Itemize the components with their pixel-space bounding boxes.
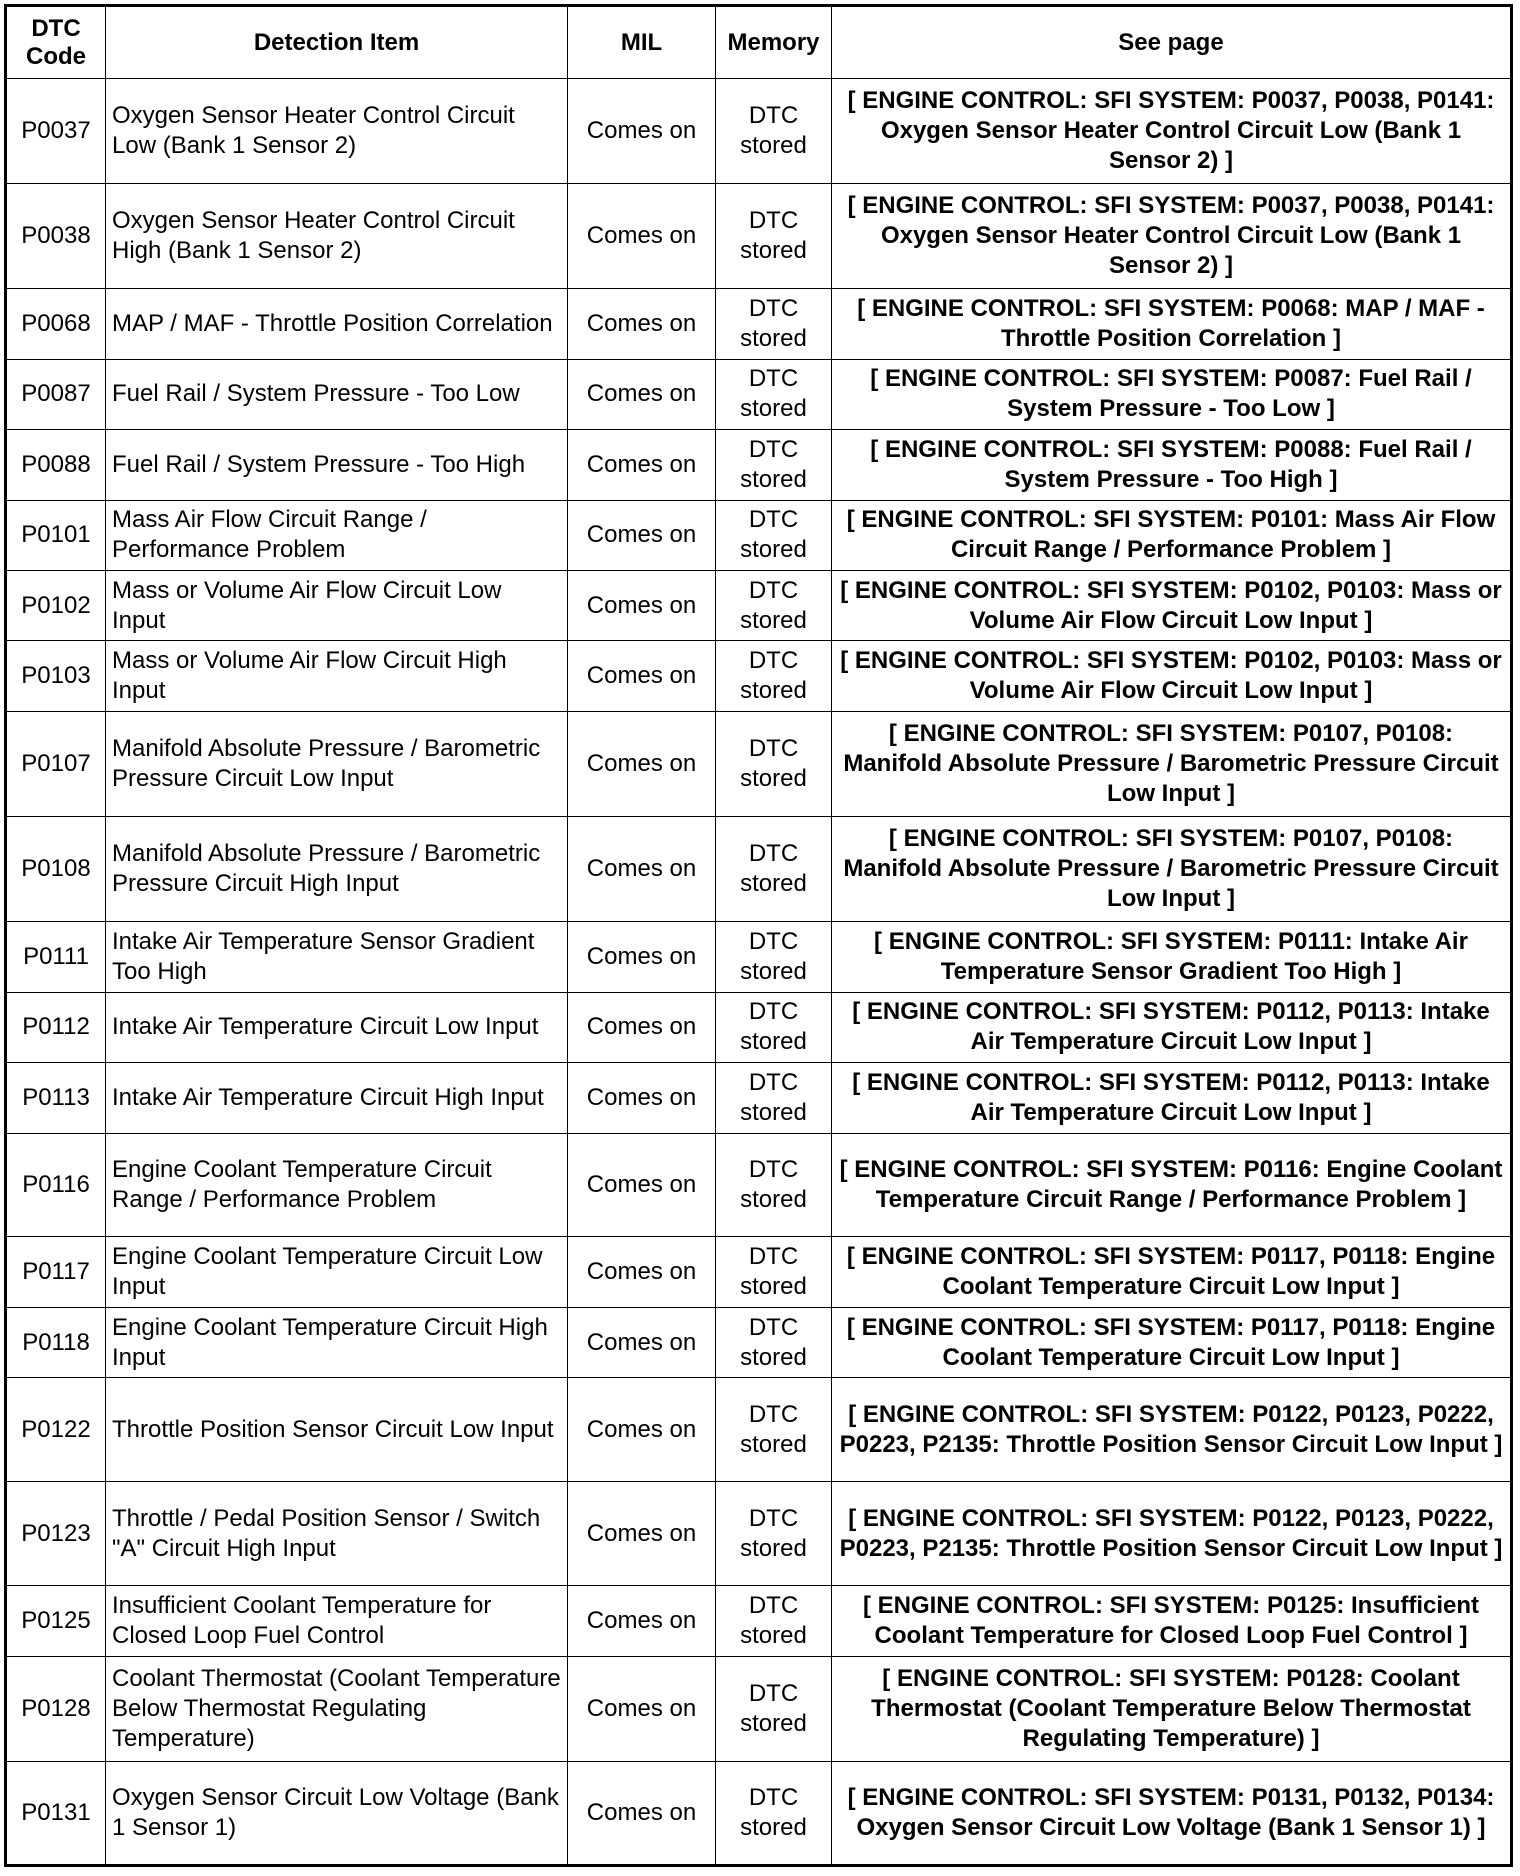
detection-item-cell: Engine Coolant Temperature Circuit High Input <box>106 1307 568 1377</box>
memory-cell: DTC stored <box>716 1378 832 1482</box>
see-page-cell: [ ENGINE CONTROL: SFI SYSTEM: P0087: Fuel Rail / System Pressure - Too Low ] <box>832 359 1512 429</box>
mil-cell: Comes on <box>568 289 716 359</box>
table-row <box>6 1133 1512 1237</box>
dtc-code-cell: P0108 <box>6 817 106 922</box>
dtc-code-cell: P0103 <box>6 641 106 711</box>
memory-cell: DTC stored <box>716 1063 832 1133</box>
mil-cell: Comes on <box>568 79 716 184</box>
table-row <box>6 184 1512 289</box>
see-page-cell: [ ENGINE CONTROL: SFI SYSTEM: P0128: Coolant Thermostat (Coolant Temperature Below Thermostat Regulating Temperature) ] <box>832 1656 1512 1761</box>
detection-item-cell: Insufficient Coolant Temperature for Closed Loop Fuel Control <box>106 1586 568 1656</box>
dtc-code-cell: P0131 <box>6 1761 106 1865</box>
detection-item-cell: Manifold Absolute Pressure / Barometric Pressure Circuit High Input <box>106 817 568 922</box>
mil-cell: Comes on <box>568 500 716 570</box>
memory-cell: DTC stored <box>716 289 832 359</box>
memory-cell: DTC stored <box>716 79 832 184</box>
header-detection-item: Detection Item <box>106 6 568 79</box>
see-page-cell: [ ENGINE CONTROL: SFI SYSTEM: P0116: Engine Coolant Temperature Circuit Range / Performance Problem ] <box>832 1133 1512 1237</box>
memory-cell: DTC stored <box>716 184 832 289</box>
mil-cell: Comes on <box>568 1133 716 1237</box>
table-row <box>6 289 1512 359</box>
mil-cell: Comes on <box>568 430 716 500</box>
table-row <box>6 1482 1512 1586</box>
see-page-cell: [ ENGINE CONTROL: SFI SYSTEM: P0037, P0038, P0141: Oxygen Sensor Heater Control Circuit Low (Bank 1 Sensor 2) ] <box>832 79 1512 184</box>
detection-item-cell: Mass Air Flow Circuit Range / Performance Problem <box>106 500 568 570</box>
dtc-code-cell: P0128 <box>6 1656 106 1761</box>
dtc-code-cell: P0125 <box>6 1586 106 1656</box>
memory-cell: DTC stored <box>716 922 832 992</box>
memory-cell: DTC stored <box>716 1237 832 1307</box>
mil-cell: Comes on <box>568 641 716 711</box>
see-page-cell: [ ENGINE CONTROL: SFI SYSTEM: P0122, P0123, P0222, P0223, P2135: Throttle Position Sensor Circuit Low Input ] <box>832 1378 1512 1482</box>
see-page-cell: [ ENGINE CONTROL: SFI SYSTEM: P0112, P0113: Intake Air Temperature Circuit Low Input ] <box>832 992 1512 1062</box>
detection-item-cell: Intake Air Temperature Sensor Gradient Too High <box>106 922 568 992</box>
mil-cell: Comes on <box>568 1237 716 1307</box>
detection-item-cell: Oxygen Sensor Heater Control Circuit Low (Bank 1 Sensor 2) <box>106 79 568 184</box>
detection-item-cell: Manifold Absolute Pressure / Barometric Pressure Circuit Low Input <box>106 711 568 816</box>
mil-cell: Comes on <box>568 1482 716 1586</box>
dtc-code-cell: P0117 <box>6 1237 106 1307</box>
header-dtc-code: DTC Code <box>6 6 106 79</box>
dtc-code-cell: P0111 <box>6 922 106 992</box>
dtc-code-cell: P0113 <box>6 1063 106 1133</box>
see-page-cell: [ ENGINE CONTROL: SFI SYSTEM: P0122, P0123, P0222, P0223, P2135: Throttle Position Sensor Circuit Low Input ] <box>832 1482 1512 1586</box>
mil-cell: Comes on <box>568 1656 716 1761</box>
table-row <box>6 1063 1512 1133</box>
dtc-code-cell: P0088 <box>6 430 106 500</box>
see-page-cell: [ ENGINE CONTROL: SFI SYSTEM: P0107, P0108: Manifold Absolute Pressure / Barometric Pressure Circuit Low Input ] <box>832 817 1512 922</box>
memory-cell: DTC stored <box>716 430 832 500</box>
see-page-cell: [ ENGINE CONTROL: SFI SYSTEM: P0068: MAP / MAF - Throttle Position Correlation ] <box>832 289 1512 359</box>
mil-cell: Comes on <box>568 571 716 641</box>
table-row <box>6 711 1512 816</box>
table-row <box>6 79 1512 184</box>
memory-cell: DTC stored <box>716 500 832 570</box>
table-row <box>6 1307 1512 1377</box>
mil-cell: Comes on <box>568 817 716 922</box>
table-row <box>6 1761 1512 1865</box>
header-row <box>6 6 1512 79</box>
see-page-cell: [ ENGINE CONTROL: SFI SYSTEM: P0102, P0103: Mass or Volume Air Flow Circuit Low Input ] <box>832 571 1512 641</box>
detection-item-cell: MAP / MAF - Throttle Position Correlation <box>106 289 568 359</box>
detection-item-cell: Mass or Volume Air Flow Circuit Low Input <box>106 571 568 641</box>
detection-item-cell: Oxygen Sensor Heater Control Circuit High (Bank 1 Sensor 2) <box>106 184 568 289</box>
dtc-code-cell: P0122 <box>6 1378 106 1482</box>
detection-item-cell: Intake Air Temperature Circuit Low Input <box>106 992 568 1062</box>
memory-cell: DTC stored <box>716 1482 832 1586</box>
dtc-code-cell: P0068 <box>6 289 106 359</box>
see-page-cell: [ ENGINE CONTROL: SFI SYSTEM: P0037, P0038, P0141: Oxygen Sensor Heater Control Circuit Low (Bank 1 Sensor 2) ] <box>832 184 1512 289</box>
dtc-code-cell: P0118 <box>6 1307 106 1377</box>
dtc-code-cell: P0116 <box>6 1133 106 1237</box>
mil-cell: Comes on <box>568 1761 716 1865</box>
see-page-cell: [ ENGINE CONTROL: SFI SYSTEM: P0131, P0132, P0134: Oxygen Sensor Circuit Low Voltage (Bank 1 Sensor 1) ] <box>832 1761 1512 1865</box>
see-page-cell: [ ENGINE CONTROL: SFI SYSTEM: P0102, P0103: Mass or Volume Air Flow Circuit Low Input ] <box>832 641 1512 711</box>
memory-cell: DTC stored <box>716 817 832 922</box>
dtc-code-cell: P0087 <box>6 359 106 429</box>
table-row <box>6 1656 1512 1761</box>
mil-cell: Comes on <box>568 184 716 289</box>
detection-item-cell: Throttle / Pedal Position Sensor / Switch "A" Circuit High Input <box>106 1482 568 1586</box>
header-mil: MIL <box>568 6 716 79</box>
memory-cell: DTC stored <box>716 1656 832 1761</box>
memory-cell: DTC stored <box>716 1133 832 1237</box>
detection-item-cell: Throttle Position Sensor Circuit Low Input <box>106 1378 568 1482</box>
table-body <box>6 79 1512 1866</box>
table-row <box>6 1237 1512 1307</box>
see-page-cell: [ ENGINE CONTROL: SFI SYSTEM: P0101: Mass Air Flow Circuit Range / Performance Problem ] <box>832 500 1512 570</box>
detection-item-cell: Oxygen Sensor Circuit Low Voltage (Bank 1 Sensor 1) <box>106 1761 568 1865</box>
dtc-table <box>4 4 1513 1867</box>
detection-item-cell: Mass or Volume Air Flow Circuit High Input <box>106 641 568 711</box>
memory-cell: DTC stored <box>716 571 832 641</box>
table-row <box>6 571 1512 641</box>
mil-cell: Comes on <box>568 1307 716 1377</box>
dtc-code-cell: P0123 <box>6 1482 106 1586</box>
dtc-code-cell: P0037 <box>6 79 106 184</box>
detection-item-cell: Intake Air Temperature Circuit High Input <box>106 1063 568 1133</box>
mil-cell: Comes on <box>568 711 716 816</box>
header-see-page: See page <box>832 6 1512 79</box>
memory-cell: DTC stored <box>716 1586 832 1656</box>
detection-item-cell: Fuel Rail / System Pressure - Too Low <box>106 359 568 429</box>
detection-item-cell: Engine Coolant Temperature Circuit Low Input <box>106 1237 568 1307</box>
see-page-cell: [ ENGINE CONTROL: SFI SYSTEM: P0107, P0108: Manifold Absolute Pressure / Barometric Pressure Circuit Low Input ] <box>832 711 1512 816</box>
see-page-cell: [ ENGINE CONTROL: SFI SYSTEM: P0117, P0118: Engine Coolant Temperature Circuit Low Input ] <box>832 1307 1512 1377</box>
table-row <box>6 1586 1512 1656</box>
detection-item-cell: Fuel Rail / System Pressure - Too High <box>106 430 568 500</box>
memory-cell: DTC stored <box>716 1761 832 1865</box>
dtc-code-cell: P0101 <box>6 500 106 570</box>
mil-cell: Comes on <box>568 1378 716 1482</box>
memory-cell: DTC stored <box>716 711 832 816</box>
mil-cell: Comes on <box>568 359 716 429</box>
detection-item-cell: Coolant Thermostat (Coolant Temperature Below Thermostat Regulating Temperature) <box>106 1656 568 1761</box>
dtc-code-cell: P0038 <box>6 184 106 289</box>
see-page-cell: [ ENGINE CONTROL: SFI SYSTEM: P0125: Insufficient Coolant Temperature for Closed Loop Fuel Control ] <box>832 1586 1512 1656</box>
table-row <box>6 817 1512 922</box>
see-page-cell: [ ENGINE CONTROL: SFI SYSTEM: P0117, P0118: Engine Coolant Temperature Circuit Low Input ] <box>832 1237 1512 1307</box>
header-memory: Memory <box>716 6 832 79</box>
detection-item-cell: Engine Coolant Temperature Circuit Range / Performance Problem <box>106 1133 568 1237</box>
memory-cell: DTC stored <box>716 641 832 711</box>
table-row <box>6 359 1512 429</box>
table-row <box>6 992 1512 1062</box>
table-row <box>6 430 1512 500</box>
see-page-cell: [ ENGINE CONTROL: SFI SYSTEM: P0112, P0113: Intake Air Temperature Circuit Low Input ] <box>832 1063 1512 1133</box>
see-page-cell: [ ENGINE CONTROL: SFI SYSTEM: P0088: Fuel Rail / System Pressure - Too High ] <box>832 430 1512 500</box>
dtc-code-cell: P0112 <box>6 992 106 1062</box>
dtc-code-cell: P0102 <box>6 571 106 641</box>
table-row <box>6 641 1512 711</box>
mil-cell: Comes on <box>568 1586 716 1656</box>
mil-cell: Comes on <box>568 922 716 992</box>
dtc-code-cell: P0107 <box>6 711 106 816</box>
memory-cell: DTC stored <box>716 359 832 429</box>
memory-cell: DTC stored <box>716 1307 832 1377</box>
table-row <box>6 922 1512 992</box>
mil-cell: Comes on <box>568 992 716 1062</box>
see-page-cell: [ ENGINE CONTROL: SFI SYSTEM: P0111: Intake Air Temperature Sensor Gradient Too High ] <box>832 922 1512 992</box>
table-row <box>6 500 1512 570</box>
memory-cell: DTC stored <box>716 992 832 1062</box>
table-row <box>6 1378 1512 1482</box>
mil-cell: Comes on <box>568 1063 716 1133</box>
